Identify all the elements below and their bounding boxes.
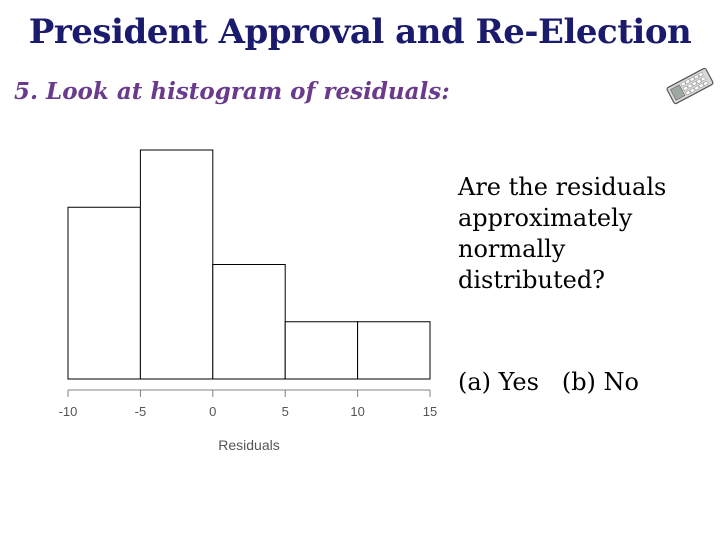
x-tick-label: 10 — [350, 404, 365, 419]
histogram-bar — [358, 322, 430, 379]
histogram-bar — [285, 322, 357, 379]
x-tick-label: 15 — [422, 404, 438, 419]
residuals-histogram — [40, 140, 450, 460]
histogram-bar — [68, 207, 140, 379]
question-text: Are the residuals approximately normally distributed? — [458, 173, 667, 294]
histogram-bar — [140, 150, 212, 379]
x-tick-label: 5 — [281, 404, 289, 419]
x-tick-label: 0 — [209, 404, 217, 419]
histogram-bar — [213, 265, 285, 380]
x-axis — [59, 390, 438, 419]
slide-subtitle: 5. Look at histogram of residuals: — [14, 78, 450, 105]
x-tick-label: -10 — [58, 404, 78, 419]
histogram-bars — [68, 150, 430, 379]
slide-title: President Approval and Re-Election — [28, 12, 692, 52]
x-tick-label: -5 — [134, 404, 147, 419]
x-axis-title: Residuals — [218, 437, 280, 453]
calculator-icon — [664, 66, 716, 106]
answer-options: (a) Yes (b) No — [458, 368, 639, 396]
